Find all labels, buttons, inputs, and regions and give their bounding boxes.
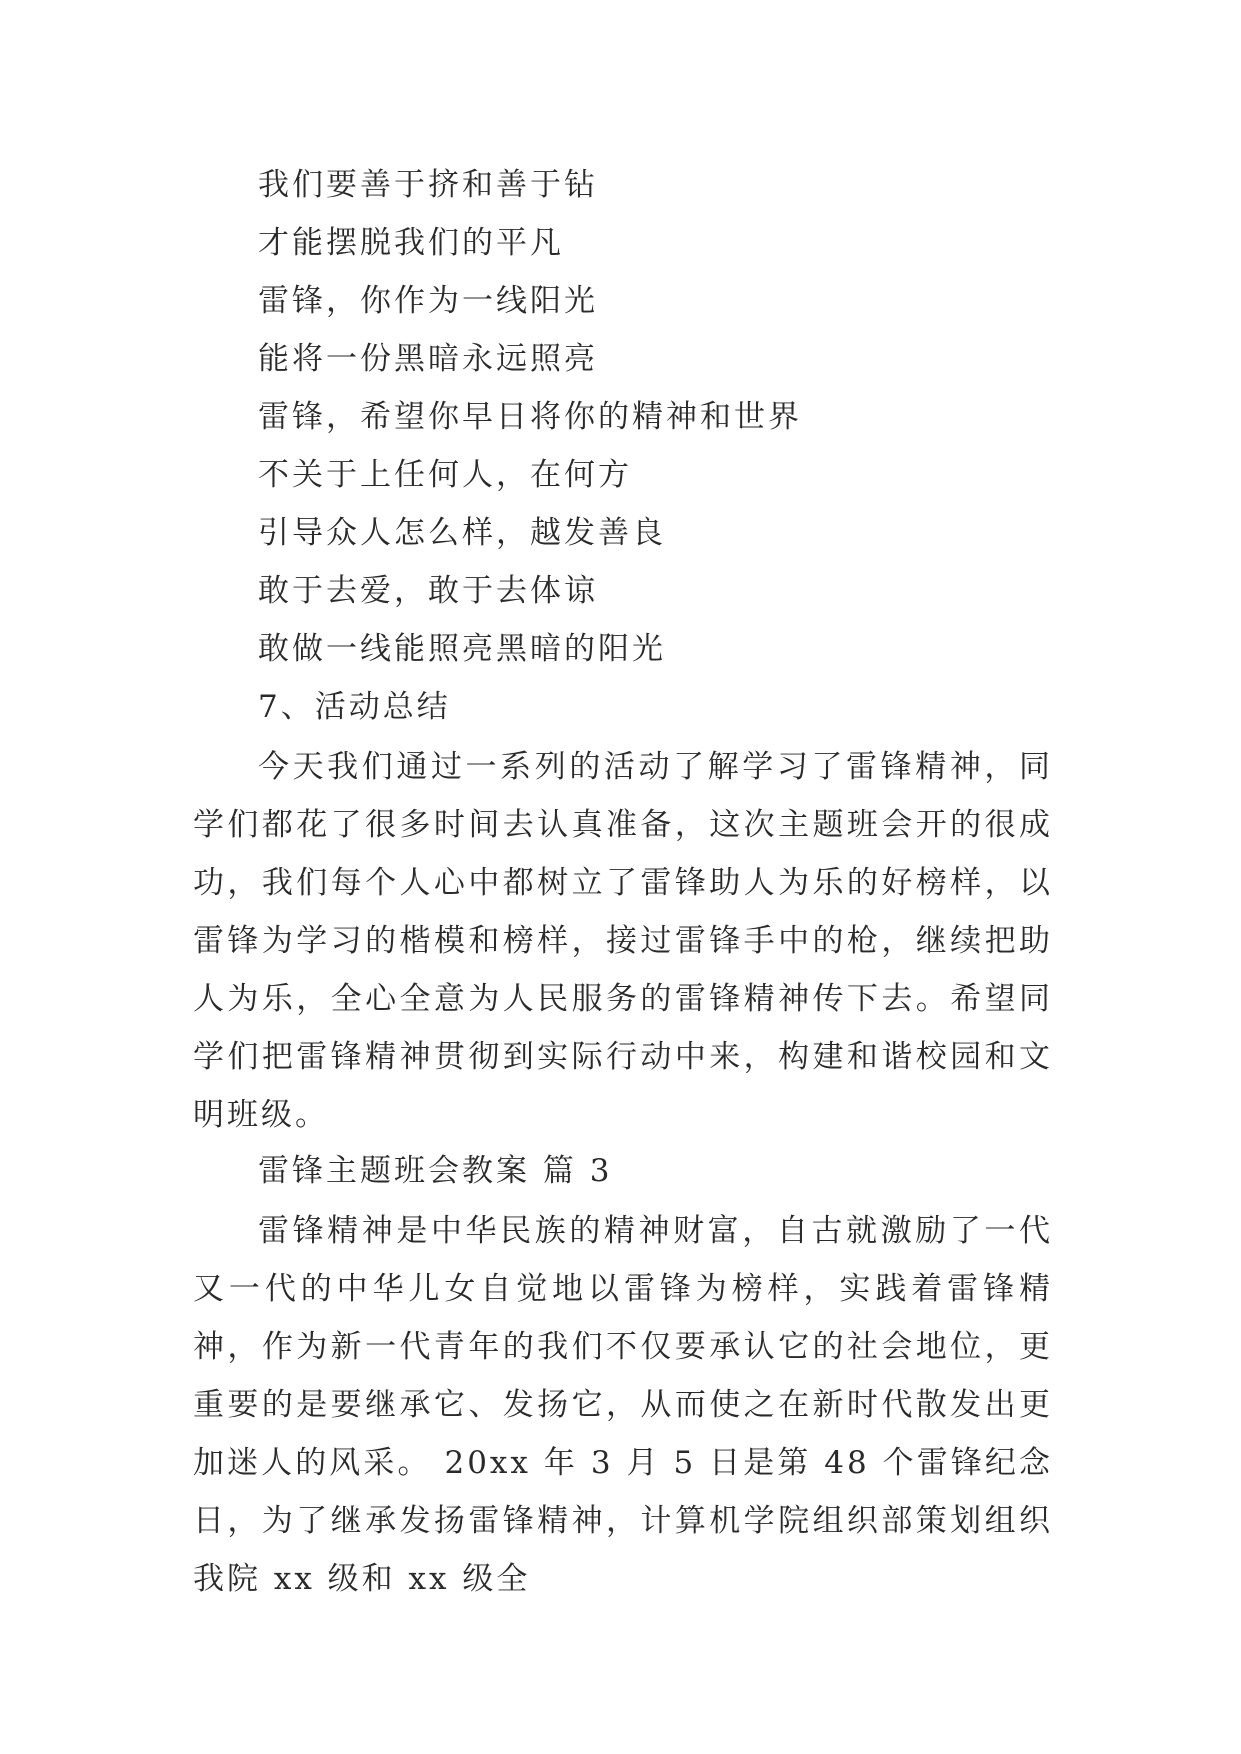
poem-line: 能将一份黑暗永远照亮: [258, 341, 598, 377]
intro-paragraph: 雷锋精神是中华民族的精神财富，自古就激励了一代又一代的中华儿女自觉地以雷锋为榜样，实践着雷锋精神，作为新一代青年的我们不仅要承认它的社会地位，更重要的是要继承它、发扬它，从而使之在新时代散发出更加迷人的风采。 20xx 年 3 月 5 日是第 48 个雷锋纪念日，为了继承发扬雷锋精神，计算机学院组织部策划组织我院 xx 级和 xx 级全: [193, 1213, 1053, 1597]
poem-line: 我们要善于挤和善于钻: [258, 167, 598, 203]
poem-line: 才能摆脱我们的平凡: [258, 225, 564, 261]
summary-paragraph: 今天我们通过一系列的活动了解学习了雷锋精神，同学们都花了很多时间去认真准备，这次主题班会开的很成功，我们每个人心中都树立了雷锋助人为乐的好榜样，以雷锋为学习的楷模和榜样，接过雷锋手中的枪，继续把助人为乐，全心全意为人民服务的雷锋精神传下去。希望同学们把雷锋精神贯彻到实际行动中来，构建和谐校园和文明班级。: [193, 749, 1053, 1133]
section-heading: 7、活动总结: [258, 689, 451, 725]
poem-line: 引导众人怎么样，越发善良: [258, 515, 666, 551]
poem-line: 敢于去爱，敢于去体谅: [258, 573, 598, 609]
poem-line: 雷锋，你作为一线阳光: [258, 283, 598, 319]
lesson-plan-title: 雷锋主题班会教案 篇 3: [258, 1153, 613, 1189]
poem-line: 雷锋，希望你早日将你的精神和世界: [258, 399, 802, 435]
poem-line: 敢做一线能照亮黑暗的阳光: [258, 631, 666, 667]
poem-line: 不关于上任何人，在何方: [258, 457, 632, 493]
